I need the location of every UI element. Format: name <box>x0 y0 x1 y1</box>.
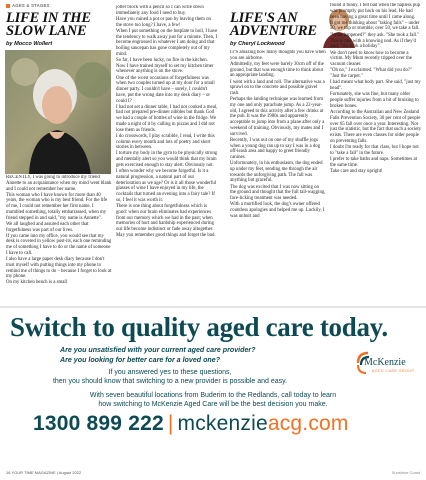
paragraph: Fortunately, she was fine, but many older people suffer injuries from a bit of bruising to broken bones. <box>330 92 419 109</box>
paragraph: I went with a land and roll. The alternative was a sprawl on to the concrete and possible gravel rash. <box>230 79 325 97</box>
article2-title-line1: LIFE'S AN <box>230 10 298 26</box>
paragraph: When I put something on the hotplate to boil, I have the tendency to walk away just for a minute. Then, I become engrossed in whatever I am doing and that boiling saucepan has gone completely out of my mind. <box>116 28 218 57</box>
section-tag <box>6 3 50 8</box>
article1-byline: by Mocco Wollert <box>6 41 53 47</box>
paragraph: Admittedly, my feet were barely 30cm off of the ground, but that was enough time to think about an appropriate landing. <box>230 61 324 79</box>
paragraph: One of the worst occasions of forgetfulness was when two couples turned up at my door for a small dinner party. I couldn't have – surely, I couldn't have, put the wrong date into my desk diary – or could I? <box>116 75 215 104</box>
article1-column2 <box>116 5 218 304</box>
section-label: AGES & STAGES <box>12 3 50 8</box>
paragraph: Perhaps the landing technique was learned from my one and only parachute jump. As a 22-year-old, I agreed to this activity after a few drinks at the pub. It was the 1980s and apparently acceptable to jump into from a plane after only a weekend of training. Obviously, my mates and I survived. <box>230 97 325 137</box>
paragraph: "Oh no," I exclaimed. "What did you do?" <box>330 68 413 74</box>
paragraph: According to the Australian and New Zealand Falls Prevention Society, 30 per cent of people over 65 fall over once a year. Interesting. Not just the statistic, but the fact that such a society exists. There are even classes for older people on preventing falls. <box>330 110 422 144</box>
ad-url-part1[interactable]: mckenzie <box>177 412 268 435</box>
paragraph: Unfortunately, in his enthusiasm, the dog ended up under my feet, sending me through the air towards the unforgiving path. The fall was anything but graceful. <box>230 161 323 184</box>
paragraph: I doubt I'm ready for that class, but I hope not to "take a fall" in the future. <box>330 144 419 156</box>
mckenzie-logo-name: McKenzie <box>364 357 406 368</box>
ad-body-line-4: how switching to McKenzie Aged Care will be the best decision you make. <box>98 401 328 408</box>
paragraph: I torture my body in the gym to be physically strong and mentally alert so you would think that my brain gets exercised enough to stay alert. Obviously not. <box>116 151 218 168</box>
advertisement[interactable] <box>0 306 426 469</box>
ad-phone-number[interactable]: 1300 899 222 <box>33 412 164 435</box>
paragraph: I had meant what body part. She said, "just my head". <box>330 80 421 92</box>
ad-top-divider <box>0 306 426 308</box>
ad-question-1: Are you unsatisfied with your current aged care provider? <box>60 346 256 354</box>
paragraph: This woman who I have known for more than 40 years, the woman who is my best friend. For the life of me, I could not remember her first name. I mumbled something, totally embarrassed, when my friend stepped in and said, "my name is Annette". <box>6 192 108 221</box>
paragraph: I had not set a dinner table, I had not cooked a meal, had not prepared pre-dinner nibbles but thank God we had a couple of bottles of wine in the fridge. We made a night of it by calling in pizzas and I did not lose them as friends. <box>116 104 218 133</box>
author-photo-mocco <box>5 50 111 174</box>
page-footer-right: Sunshine Coast <box>391 470 420 475</box>
article2-byline: by Cheryl Lockwood <box>230 41 285 47</box>
paragraph: "What happened?" they ask. "She took a fall." <box>330 32 420 38</box>
article2-column3 <box>230 50 326 304</box>
paragraph: I do crosswords, I play scrabble, I read, I write this column every month and lots of poetry and short stories in between. <box>116 133 215 151</box>
paragraph: RECENTLY, I was going to introduce my friend Annette to an acquaintance when my mind went blank and I could not remember her name. <box>6 175 112 192</box>
article1-column1 <box>6 175 112 303</box>
paragraph: "Just the carpet." <box>330 74 363 80</box>
author-photo-mocco-image <box>5 50 111 174</box>
section-square-icon <box>6 4 10 8</box>
paragraph: We all laughed and assured each other that forgetfulness was part of our lives. <box>6 221 89 233</box>
ad-separator: | <box>167 412 174 435</box>
ad-headline: Switch to quality aged care today. <box>10 312 388 342</box>
paragraph: On my kitchen bench is a small <box>6 280 68 286</box>
ad-url-part2[interactable]: acg.com <box>267 412 349 435</box>
paragraph: With a mortified look, the dog's owner offered countless apologies and helped me up. Luckily, I was unhurt and <box>230 202 325 219</box>
paragraph: I prefer to take baths and naps. Sometimes at the same time. <box>330 156 418 168</box>
ad-contact-line[interactable] <box>33 412 349 436</box>
paragraph: jotter block with a pencil so I can write down immediately any food I need to buy. <box>116 5 204 16</box>
paragraph: So far, I have been lucky, no fire in the kitchen. Now I have trained myself to set my kitchen timer whenever anything is on the stove. <box>116 57 214 75</box>
paragraph: Take care and stay upright! <box>330 168 383 174</box>
paragraph: We don't need to know how to become a victim. My Mum recently tripped over the vacuum cleaner. <box>330 50 412 68</box>
ad-body-line-3: With seven beautiful locations from Buderim to the Redlands, call today to learn <box>89 392 337 399</box>
page-footer-left: 16 YOUR TIME MAGAZINE | August 2022 <box>6 470 82 475</box>
paragraph: found it funny. I fell bad when the hapless pup was promptly put back on his lead. He had been having a great time until I came along. <box>330 3 421 20</box>
paragraph: There is one thing about forgetfulness which is good: when our brain eliminates bad experiences from our memory which we had in the past; when memories of hurt and hardship experienced during our life become indistinct or fade away altogether. <box>116 204 214 233</box>
paragraph: IT'S amazing how many thoughts you have when you are airborne. <box>230 50 326 61</box>
paragraph: May you remember good things and forget the bad. <box>116 233 216 239</box>
article2-title <box>230 12 317 38</box>
paragraph: Have you ruined a pot or pan by leaving them on the stove too long? I have, a few! <box>116 16 211 28</box>
mckenzie-logo-sub: AGED CARE GROUP <box>372 369 415 373</box>
article1-title-line1: LIFE IN THE <box>6 10 91 26</box>
paragraph: I often wonder why we become forgetful. Is it a natural progression, a natural part of our deterioration as we age? Or is it all those wonderful glasses of wine I have enjoyed in my life, the cocktails that turned an evening into a fairy tale? If so, I feel it was worth it. <box>116 169 217 203</box>
ad-body-line-2: then you should know that switching to a new provider is possible and easy. <box>52 378 288 385</box>
article2-column4 <box>330 3 422 303</box>
article1-title <box>6 12 91 38</box>
paragraph: Recently, I was out on one of my shuffle jogs when a young dog ran up to say I was in a dog off-leash area and happy to greet friendly canines. <box>230 137 321 161</box>
ad-question-2: Are you looking for better care for a loved one? <box>60 356 221 364</box>
paragraph: The dog was excited that I was now sitting on the ground and thought that the full tail-wagging, face-licking treatment was needed. <box>230 184 326 202</box>
paragraph: It got me thinking about "taking falls" – under 50, we trip or stumble; over 50, we take a fall. <box>330 20 420 32</box>
article1-title-line2: SLOW LANE <box>6 23 87 39</box>
paragraph: This is met with a knowing nod. As if they'd said, "she took a holiday". <box>330 38 416 50</box>
paragraph: I also have a large paper desk diary because I don't trust myself with putting things into my phone to remind me of things to do – because I forget to look at my phone. <box>6 257 112 280</box>
article2-title-line2: ADVENTURE <box>230 23 317 39</box>
paragraph: If you came into my office, you would see that my desk is covered in yellow post-its, each one reminding me of something I have to do or the name of someone I have to call. <box>6 233 112 256</box>
ad-body-line-1: If you answered yes to these questions, <box>108 369 232 376</box>
